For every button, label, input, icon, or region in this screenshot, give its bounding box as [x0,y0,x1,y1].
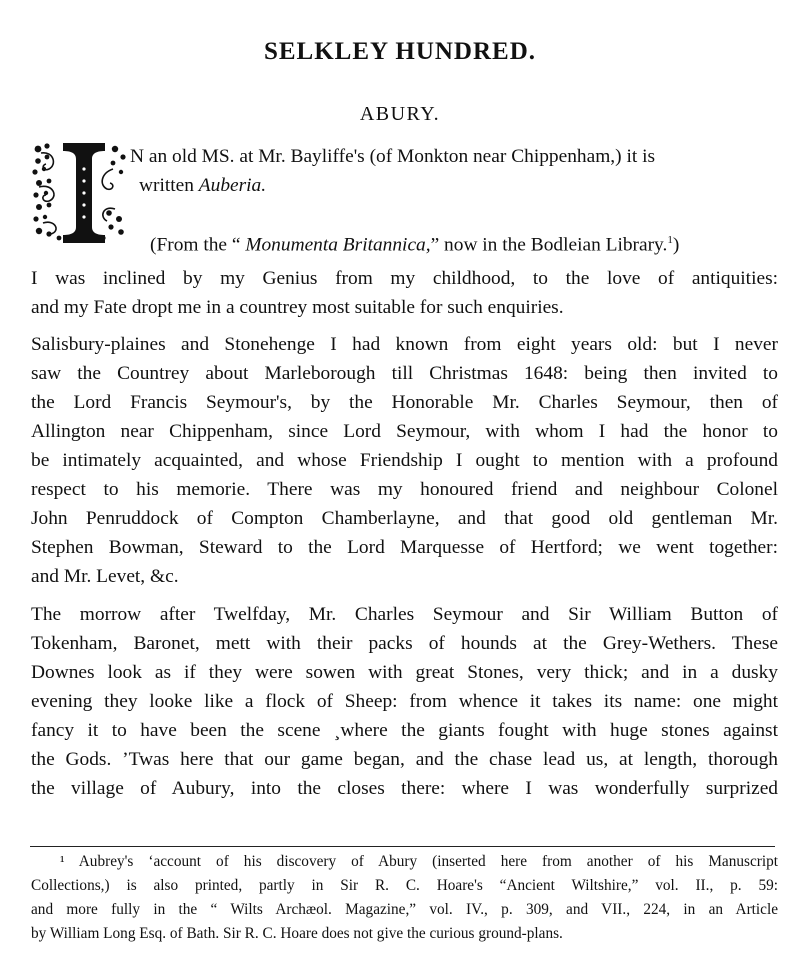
footnote-line: by William Long Esq. of Bath. Sir R. C. Hoare does not give the curious ground-plans. [31,925,563,942]
body-line: the Lord Francis Seymour's, by the Honorable Mr. Charles Seymour, then of [31,392,778,413]
source-note [150,228,679,257]
body-line: the village of Aubury, into the closes there: where I was wonderfully surprized [31,778,778,799]
intro-line-2 [139,174,266,198]
source-close: ) [672,234,680,256]
footnote-line: Collections,) is also printed, partly in Sir R. C. Hoare's “Ancient Wiltshire,” vol. II., p. 59: [31,877,778,894]
footnote-line: and more fully in the “ Wilts Archæol. Magazine,” vol. IV., p. 309, and VII., 224, in an Article [31,901,778,918]
body-line: Stephen Bowman, Steward to the Lord Marquesse of Hertford; we went together: [31,537,778,558]
body-line: be intimately acquainted, and whose Friendship I ought to mention with a profound [31,450,778,471]
body-line: and Mr. Levet, &c. [31,566,179,587]
decorative-initial [29,139,129,247]
intro-italic-word: Auberia. [198,175,267,196]
intro-text-2: written [139,175,199,196]
body-line: saw the Countrey about Marleborough till Christmas 1648: being then invited to [31,363,778,384]
body-line: John Penruddock of Compton Chamberlayne, and that good old gentleman Mr. [31,508,778,529]
intro-text-1: N an old MS. at Mr. Bayliffe's (of Monkton near Chippenham,) it is [130,146,656,167]
body-line: Allington near Chippenham, since Lord Seymour, with whom I had the honor to [31,421,778,442]
body-line: fancy it to have been the scene ¸where the giants fought with huge stones against [31,720,778,741]
body-line: I was inclined by my Genius from my childhood, to the love of antiquities: [31,268,778,289]
body-line: Tokenham, Baronet, mett with their packs of hounds at the Grey-Wethers. These [31,633,778,654]
body-line: evening they looke like a flock of Sheep: from whence it takes its name: one might [31,691,778,712]
intro-line-1 [130,145,778,169]
body-line: the Gods. ’Twas here that our game began, and the chase lead us, at length, thorough [31,749,778,770]
page-title: SELKLEY HUNDRED. [263,38,537,65]
body-line: The morrow after Twelfday, Mr. Charles Seymour and Sir William Button of [31,604,778,625]
body-line: Downes look as if they were sowen with great Stones, very thick; and in a dusky [31,662,778,683]
footnote-divider [30,846,775,847]
source-prefix: (From the “ [150,234,246,256]
section-heading: ABURY. [359,103,441,125]
footnote-line: ¹ Aubrey's ‘account of his discovery of Abury (inserted here from another of his Manuscript [60,853,778,870]
body-line: and my Fate dropt me in a countrey most suitable for such enquiries. [31,297,564,318]
source-suffix: ” now in the Bodleian Library. [430,234,668,256]
body-line: respect to his memorie. There was my honoured friend and neighbour Colonel [31,479,778,500]
footnote-ref: 1 [667,234,673,246]
source-title: Monumenta Britannica, [245,234,431,256]
body-line: Salisbury-plaines and Stonehenge I had known from eight years old: but I never [31,334,778,355]
